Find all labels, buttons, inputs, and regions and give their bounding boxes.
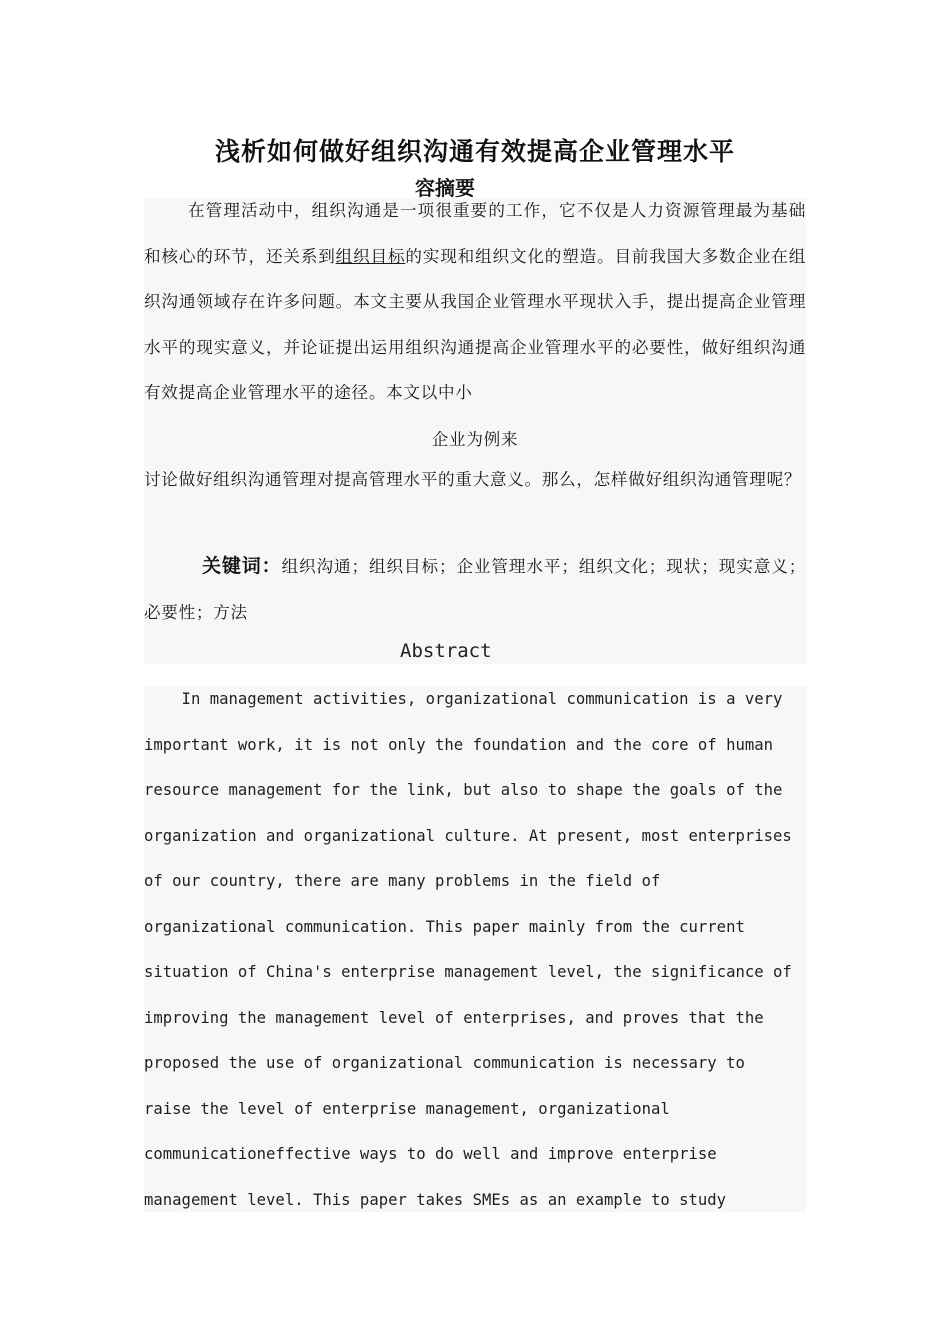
abstract-cn-text-end: 的实现和组织文化的塑造。目前我国大多数企业在组织沟通领域存在许多问题。本文主要从我国企业管理水平现状入手，提出提高企业管理水平的现实意义，并论证提出运用组织沟通提高企业管理水平的必要性，做好组织沟通有效提高企业管理水平的途径。本文以中小 — [144, 246, 806, 402]
abstract-cn-centered-line: 企业为例来 — [431, 430, 519, 449]
abstract-en-line: In management activities, organizational communication is a very — [144, 690, 783, 708]
abstract-en-body — [144, 677, 806, 1223]
abstract-en-line: situation of China's enterprise management level, the significance of — [144, 963, 792, 981]
abstract-en-line: resource management for the link, but also to shape the goals of the — [144, 781, 783, 799]
abstract-en-line: management level. This paper takes SMEs as an example to study — [144, 1190, 727, 1209]
document-title: 浅析如何做好组织沟通有效提高企业管理水平 — [214, 137, 735, 166]
abstract-en-line: raise the level of enterprise management, organizational — [144, 1099, 670, 1118]
abstract-en-line: improving the management level of enterprises, and proves that the — [144, 1008, 764, 1027]
document-subtitle: 容摘要 — [415, 176, 475, 200]
keywords-text: 组织沟通；组织目标；企业管理水平；组织文化；现状；现实意义；必要性；方法 — [144, 557, 806, 622]
abstract-en-line: organization and organizational culture. At present, most enterprises — [144, 826, 792, 845]
abstract-en-line: of our country, there are many problems in the field of — [144, 872, 661, 890]
keywords-label: 关键词： — [202, 555, 282, 577]
abstract-en-heading: Abstract — [400, 640, 492, 662]
goal-link[interactable]: 组织目标 — [335, 246, 406, 266]
abstract-cn-paragraph — [144, 188, 806, 416]
abstract-cn-text-start: 在管理活动中，组织沟通是一项很重要的工作，它不仅是人力资源管理最为基础和核心的环节，还关系到 — [144, 201, 806, 266]
abstract-en-line: proposed the use of organizational communication is necessary to — [144, 1054, 745, 1072]
keywords-paragraph — [144, 544, 806, 635]
abstract-cn-paragraph-2: 讨论做好组织沟通管理对提高管理水平的重大意义。那么，怎样做好组织沟通管理呢？ — [144, 470, 802, 489]
abstract-en-line: organizational communication. This paper mainly from the current — [144, 917, 745, 936]
abstract-en-line: communicationeffective ways to do well and improve enterprise — [144, 1145, 717, 1163]
abstract-en-line: important work, it is not only the foundation and the core of human — [144, 735, 774, 754]
